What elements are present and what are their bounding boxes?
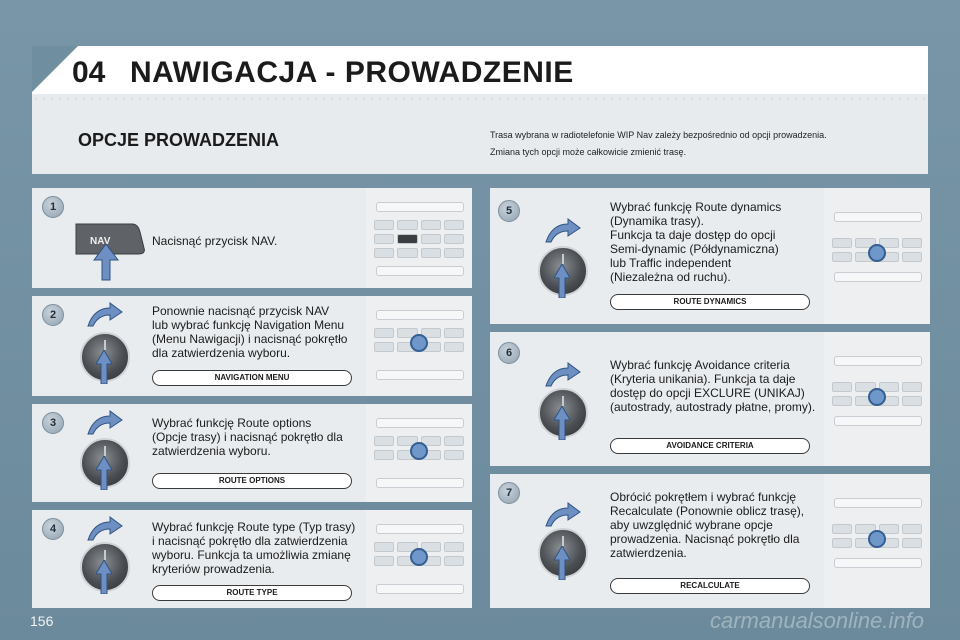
text-line: zatwierdzenia wyboru. bbox=[152, 444, 271, 458]
chapter-title: NAWIGACJA - PROWADZENIE bbox=[130, 56, 574, 89]
rotate-arrow-icon bbox=[84, 516, 124, 542]
nav-button-label: NAV bbox=[90, 236, 111, 247]
radio-console-image bbox=[366, 404, 472, 502]
menu-tag-route-type: ROUTE TYPE bbox=[152, 585, 352, 601]
text-line: dla zatwierdzenia wyboru. bbox=[152, 346, 291, 360]
intro-line: Trasa wybrana w radiotelefonie WIP Nav zależy bezpośrednio od opcji prowadzenia. bbox=[490, 130, 827, 140]
menu-tag-route-dynamics: ROUTE DYNAMICS bbox=[610, 294, 810, 310]
radio-console-image bbox=[824, 332, 930, 466]
text-line: Wybrać funkcję Avoidance criteria bbox=[610, 358, 790, 372]
press-arrow-icon bbox=[96, 560, 112, 594]
text-line: Wybrać funkcję Route type (Typ trasy) bbox=[152, 520, 356, 534]
text-line: dostęp do opcji EXCLURE (UNIKAJ) bbox=[610, 386, 805, 400]
step-4-text bbox=[152, 520, 374, 576]
watermark: carmanualsonline.info bbox=[709, 608, 924, 633]
text-line: Ponownie nacisnąć przycisk NAV bbox=[152, 304, 330, 318]
text-line: (Kryteria unikania). Funkcja ta daje bbox=[610, 372, 796, 386]
step-1-panel bbox=[32, 188, 472, 288]
rotate-arrow-icon bbox=[542, 218, 582, 244]
step-5-text bbox=[610, 200, 832, 284]
text-line: lub wybrać funkcję Navigation Menu bbox=[152, 318, 345, 332]
text-line: (Niezależna od ruchu). bbox=[610, 270, 731, 284]
step-6-text bbox=[610, 358, 836, 414]
radio-console-image bbox=[366, 296, 472, 396]
press-arrow-icon bbox=[96, 456, 112, 490]
text-line: (Opcje trasy) i nacisnąć pokrętło dla bbox=[152, 430, 343, 444]
text-line: kryteriów prowadzenia. bbox=[152, 562, 275, 576]
radio-console-image bbox=[366, 510, 472, 608]
press-arrow-icon bbox=[554, 546, 570, 580]
rotate-arrow-icon bbox=[84, 302, 124, 328]
text-line: (Menu Nawigacji) i nacisnąć pokrętło bbox=[152, 332, 348, 346]
step-7-panel bbox=[490, 474, 928, 608]
press-arrow-icon bbox=[554, 406, 570, 440]
step-6-panel bbox=[490, 332, 928, 466]
step-2-panel bbox=[32, 296, 472, 396]
menu-tag-avoidance-criteria: AVOIDANCE CRITERIA bbox=[610, 438, 810, 454]
page-number: 156 bbox=[30, 613, 54, 629]
step-2-badge: 2 bbox=[42, 304, 64, 326]
radio-console-image bbox=[366, 188, 472, 288]
text-line: zatwierdzenia. bbox=[610, 546, 687, 560]
step-1-text: Nacisnąć przycisk NAV. bbox=[152, 234, 278, 248]
step-1-badge: 1 bbox=[42, 196, 64, 218]
step-3-text bbox=[152, 416, 374, 458]
step-4-panel bbox=[32, 510, 472, 608]
step-7-text bbox=[610, 490, 836, 560]
nav-button-icon bbox=[72, 218, 152, 284]
text-line: prowadzenia. Nacisnąć pokrętło dla bbox=[610, 532, 800, 546]
step-5-panel bbox=[490, 188, 928, 324]
text-line: lub Traffic independent bbox=[610, 256, 732, 270]
dotted-divider bbox=[32, 96, 928, 102]
section-title: OPCJE PROWADZENIA bbox=[78, 130, 280, 150]
menu-tag-recalculate: RECALCULATE bbox=[610, 578, 810, 594]
text-line: Obrócić pokrętłem i wybrać funkcję bbox=[610, 490, 797, 504]
radio-console-image bbox=[824, 474, 930, 608]
rotate-arrow-icon bbox=[84, 410, 124, 436]
text-line: (Dynamika trasy). bbox=[610, 214, 705, 228]
text-line: Funkcja ta daje dostęp do opcji bbox=[610, 228, 776, 242]
step-3-panel bbox=[32, 404, 472, 502]
step-3-badge: 3 bbox=[42, 412, 64, 434]
menu-tag-navigation-menu: NAVIGATION MENU bbox=[152, 370, 352, 386]
step-4-badge: 4 bbox=[42, 518, 64, 540]
radio-console-image bbox=[824, 188, 930, 324]
intro-text bbox=[490, 127, 910, 161]
press-arrow-icon bbox=[96, 350, 112, 384]
step-7-badge: 7 bbox=[498, 482, 520, 504]
text-line: Wybrać funkcję Route options bbox=[152, 416, 312, 430]
text-line: i nacisnąć pokrętło dla zatwierdzenia bbox=[152, 534, 348, 548]
step-5-badge: 5 bbox=[498, 200, 520, 222]
press-arrow-icon bbox=[554, 264, 570, 298]
rotate-arrow-icon bbox=[542, 362, 582, 388]
text-line: Semi-dynamic (Półdynamiczna) bbox=[610, 242, 779, 256]
step-2-text bbox=[152, 304, 374, 360]
intro-line: Zmiana tych opcji może całkowicie zmienić trasę. bbox=[490, 147, 687, 157]
text-line: aby uwzględnić wybrane opcje bbox=[610, 518, 773, 532]
text-line: Recalculate (Ponownie oblicz trasę), bbox=[610, 504, 805, 518]
menu-tag-route-options: ROUTE OPTIONS bbox=[152, 473, 352, 489]
text-line: wyboru. Funkcja ta umożliwia zmianę bbox=[152, 548, 351, 562]
text-line: Wybrać funkcję Route dynamics bbox=[610, 200, 782, 214]
text-line: (autostrady, autostrady płatne, promy). bbox=[610, 400, 816, 414]
rotate-arrow-icon bbox=[542, 502, 582, 528]
step-6-badge: 6 bbox=[498, 342, 520, 364]
chapter-number: 04 bbox=[72, 56, 106, 89]
